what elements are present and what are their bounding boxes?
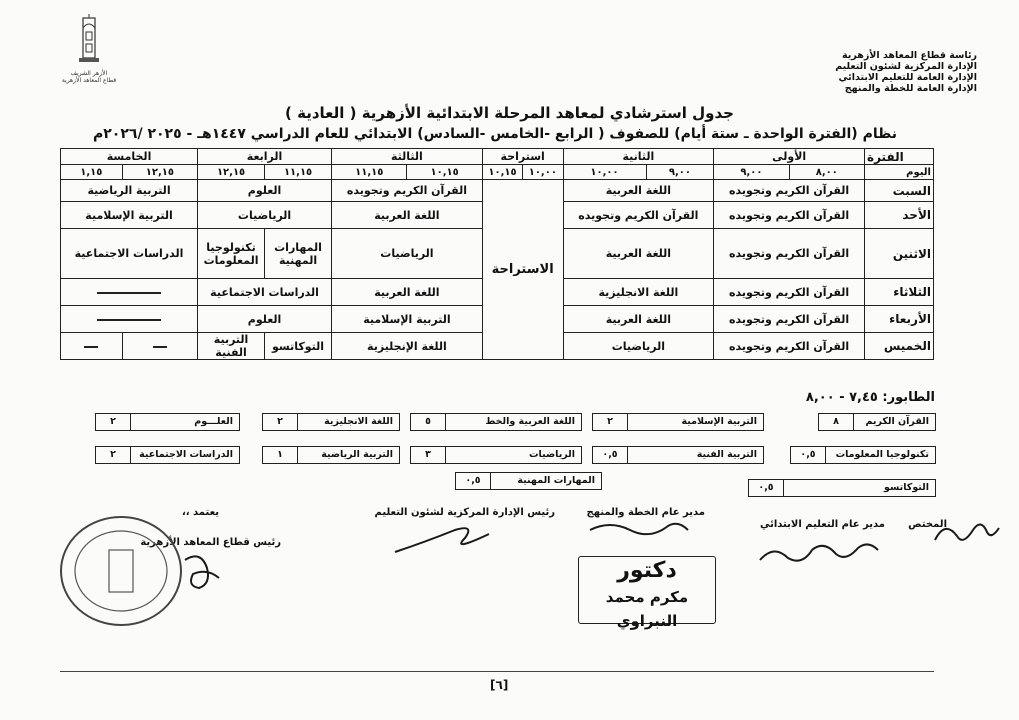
- cell-sat-p2: اللغة العربية: [563, 180, 714, 202]
- period-2-header: الثانية: [563, 149, 714, 165]
- day-thursday: الخميس: [865, 333, 934, 360]
- time-cell: ١٢,١٥: [198, 165, 265, 180]
- cell-sat-p1: القرآن الكريم وتجويده: [714, 180, 865, 202]
- official-stamp: [57, 512, 185, 630]
- summary-hours: ١: [263, 447, 298, 463]
- summary-hours: ٨: [819, 414, 854, 430]
- break-header: استراحة: [482, 149, 563, 165]
- summary-subject: العلـــوم: [194, 416, 233, 427]
- director-signature: [760, 544, 878, 560]
- period-label: الفترة: [865, 149, 934, 165]
- cell-wed-p2: اللغة العربية: [563, 306, 714, 333]
- time-cell: ١٠,٠٠: [563, 165, 646, 180]
- time-cell: ١١,١٥: [265, 165, 332, 180]
- sector-head-label: رئيس قطاع المعاهد الأزهرية: [140, 537, 281, 548]
- day-tuesday: الثلاثاء: [865, 279, 934, 306]
- summary-subject: الدراسات الاجتماعية: [139, 449, 233, 460]
- footer-divider: [60, 671, 934, 672]
- summary-hours: ٢: [96, 414, 131, 430]
- summary-hours: ٠,٥: [749, 480, 784, 496]
- cell-thu-p4a: التوكاتسو: [265, 333, 332, 360]
- doctor-seal: [578, 556, 716, 630]
- summary-hours: ٠,٥: [456, 473, 491, 489]
- summary-hours: ٣: [411, 447, 446, 463]
- time-cell: ٩,٠٠: [646, 165, 714, 180]
- cell-sun-p4: الرياضيات: [198, 202, 332, 229]
- summary-hours: ٢: [263, 414, 298, 430]
- org-line-4: الإدارة العامة للخطة والمنهج: [844, 83, 977, 94]
- cell-thu-p2: الرياضيات: [563, 333, 714, 360]
- plan-director-label: مدير عام الخطة والمنهج: [586, 507, 705, 518]
- cell-sun-p2: القرآن الكريم وتجويده: [563, 202, 714, 229]
- sector-head-signature: [185, 556, 219, 588]
- day-sunday: الأحد: [865, 202, 934, 229]
- summary-hours: ٢: [96, 447, 131, 463]
- cell-sun-p3: اللغة العربية: [332, 202, 483, 229]
- summary-subject: التربية الفنية: [696, 449, 757, 460]
- cell-wed-p3: التربية الإسلامية: [332, 306, 483, 333]
- cell-thu-p3: اللغة الإنجليزية: [332, 333, 483, 360]
- cell-sat-p3: القرآن الكريم وتجويده: [332, 180, 483, 202]
- summary-subject: المهارات المهنية: [517, 475, 595, 486]
- summary-hours: ٠,٥: [593, 447, 628, 463]
- period-5-header: الخامسة: [61, 149, 198, 165]
- summary-hours: ٥: [411, 414, 446, 430]
- break-cell: الاستراحة: [482, 180, 563, 360]
- cell-mon-p1: القرآن الكريم وتجويده: [714, 229, 865, 279]
- specialist-label: المختص: [908, 519, 947, 530]
- time-cell: ١٠,٠٠: [523, 165, 563, 180]
- time-cell: ١٢,١٥: [122, 165, 197, 180]
- summary-subject: الرياضيات: [528, 449, 575, 460]
- day-saturday: السبت: [865, 180, 934, 202]
- cell-sun-p5: التربية الإسلامية: [61, 202, 198, 229]
- cell-tue-p3: اللغة العربية: [332, 279, 483, 306]
- time-cell: ١١,١٥: [332, 165, 407, 180]
- document-title: جدول استرشادي لمعاهد المرحلة الابتدائية الأزهرية ( العادية ): [285, 104, 734, 122]
- cell-sat-p5: التربية الرياضية: [61, 180, 198, 202]
- summary-subject: التوكاتسو: [884, 482, 929, 493]
- time-cell: ٩,٠٠: [714, 165, 789, 180]
- cell-sat-p4: العلوم: [198, 180, 332, 202]
- summary-hours: ٠,٥: [791, 447, 826, 463]
- cell-tue-p4: الدراسات الاجتماعية: [198, 279, 332, 306]
- approve-label: يعتمد ،،: [181, 507, 219, 518]
- time-cell: ١,١٥: [61, 165, 123, 180]
- summary-subject: تكنولوجيا المعلومات: [835, 449, 929, 460]
- day-wednesday: الأربعاء: [865, 306, 934, 333]
- cell-mon-p2: اللغة العربية: [563, 229, 714, 279]
- summary-subject: التربية الرياضية: [321, 449, 393, 460]
- seal-name: مكرم محمد النبراوي: [605, 588, 689, 630]
- period-1-header: الأولى: [714, 149, 865, 165]
- cell-mon-p4b: تكنولوجيا المعلومات: [198, 229, 265, 279]
- summary-subject: اللغة العربية والخط: [485, 416, 575, 427]
- cell-thu-p1: القرآن الكريم وتجويده: [714, 333, 865, 360]
- logo-caption-1: الأزهر الشريف: [70, 70, 108, 77]
- cell-mon-p3: الرياضيات: [332, 229, 483, 279]
- period-4-header: الرابعة: [198, 149, 332, 165]
- central-head-signature: [395, 528, 489, 552]
- logo-caption-2: قطاع المعاهد الأزهرية: [61, 77, 117, 84]
- period-3-header: الثالثة: [332, 149, 483, 165]
- summary-hours: ٢: [593, 414, 628, 430]
- seal-title: دكتور: [617, 558, 677, 583]
- time-cell: ٨,٠٠: [789, 165, 864, 180]
- primary-director-label: مدير عام التعليم الابتدائي: [759, 519, 885, 530]
- cell-wed-p1: القرآن الكريم وتجويده: [714, 306, 865, 333]
- cell-tue-p2: اللغة الانجليزية: [563, 279, 714, 306]
- org-line-1: رئاسة قطاع المعاهد الأزهرية: [842, 50, 977, 61]
- summary-subject: القرآن الكريم: [865, 416, 929, 427]
- document-subtitle: نظام (الفترة الواحدة ـ ستة أيام) للصفوف ( الرابع -الخامس -السادس) الابتدائي للعام الدراسي ١٤٤٧هـ - ٢٠٢٥ /٢٠٢٦م: [93, 126, 897, 142]
- cell-mon-p4a: المهارات المهنية: [265, 229, 332, 279]
- day-monday: الاثنين: [865, 229, 934, 279]
- cell-wed-p4: العلوم: [198, 306, 332, 333]
- summary-subject: التربية الإسلامية: [681, 416, 757, 427]
- cell-thu-p4b: التربية الفنية: [198, 333, 265, 360]
- plan-director-signature: [590, 524, 688, 534]
- time-cell: ١٠,١٥: [407, 165, 482, 180]
- day-label: اليوم: [865, 165, 934, 180]
- org-line-2: الإدارة المركزية لشئون التعليم: [835, 61, 977, 72]
- cell-sun-p1: القرآن الكريم وتجويده: [714, 202, 865, 229]
- summary-subject: اللغة الانجليزية: [324, 416, 393, 427]
- cell-tue-p1: القرآن الكريم وتجويده: [714, 279, 865, 306]
- central-head-label: رئيس الإدارة المركزية لشئون التعليم: [374, 507, 555, 518]
- specialist-signature: [935, 524, 999, 540]
- time-cell: ١٠,١٥: [482, 165, 522, 180]
- org-line-3: الإدارة العامة للتعليم الابتدائي: [838, 72, 977, 83]
- cell-mon-p5: الدراسات الاجتماعية: [61, 229, 198, 279]
- assembly-time: الطابور: ٧,٤٥ - ٨,٠٠: [805, 390, 935, 405]
- page-number: [٦]: [490, 678, 509, 692]
